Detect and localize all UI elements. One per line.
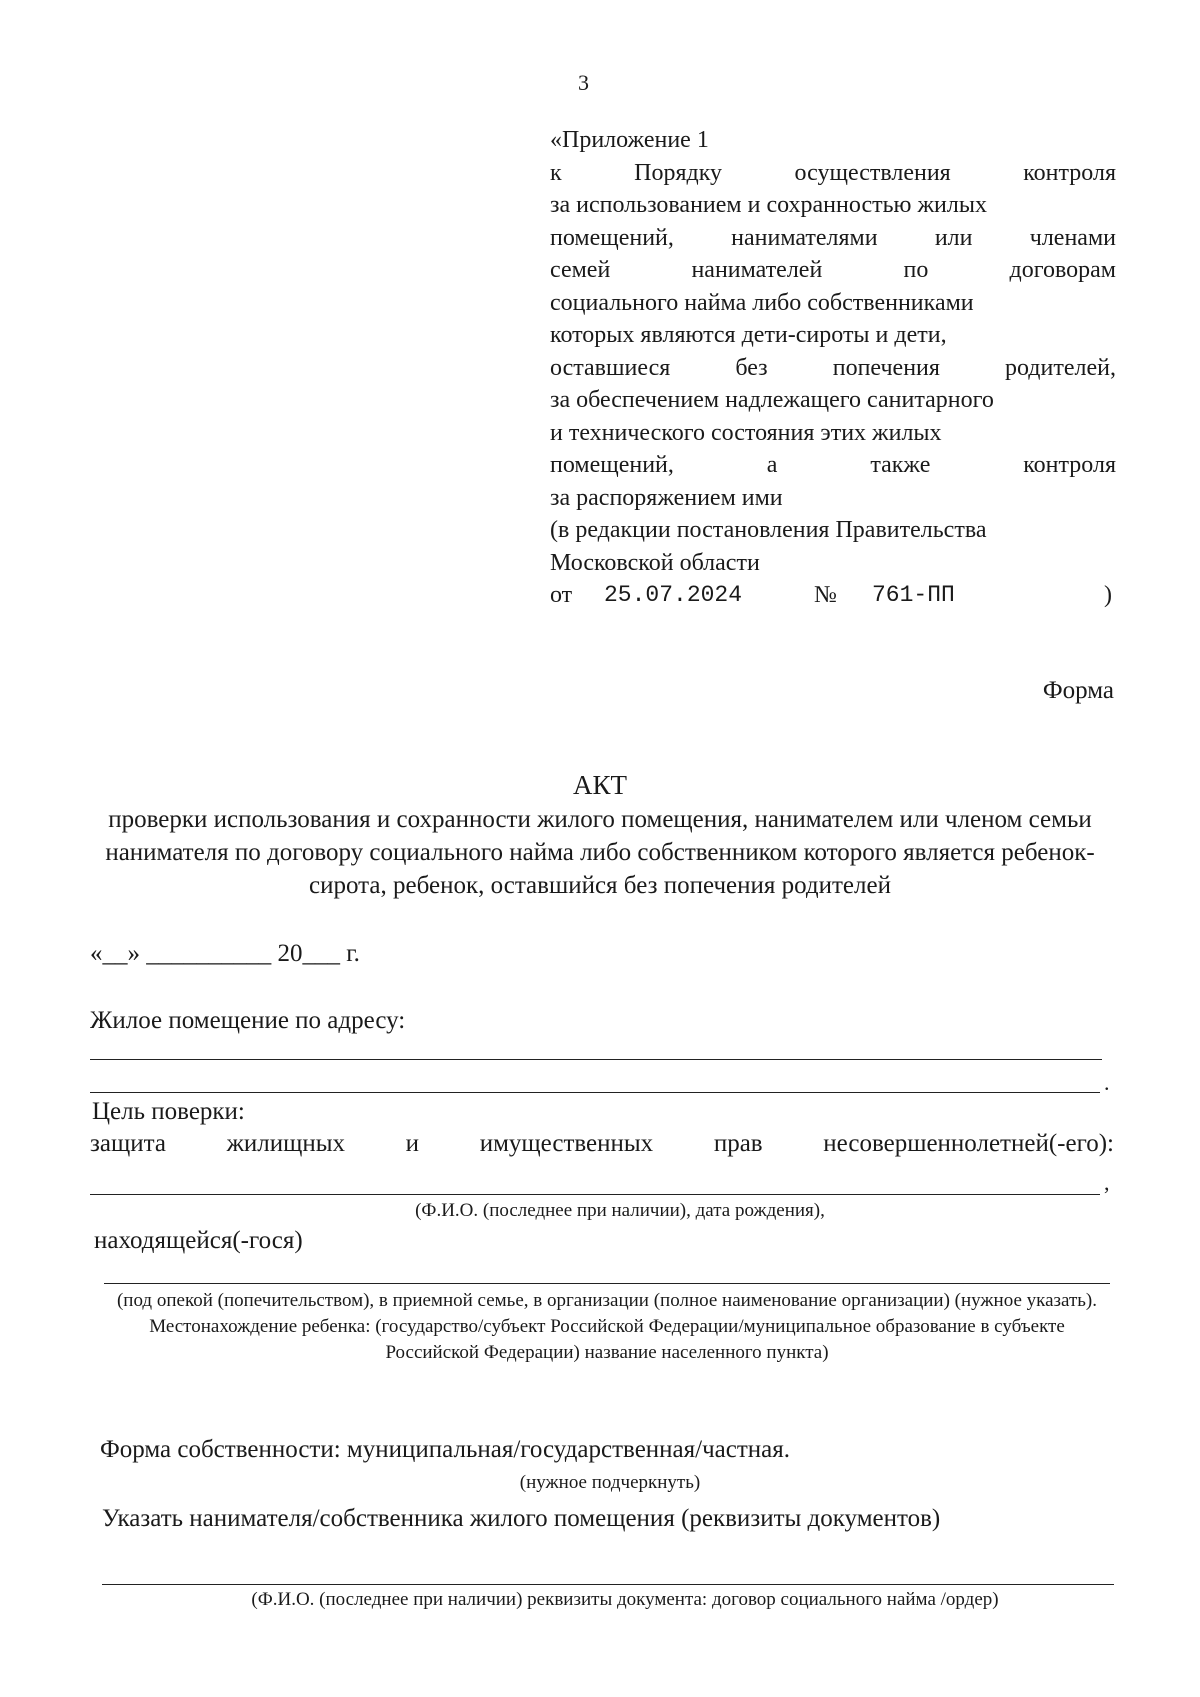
decree-line <box>550 579 1116 613</box>
appendix-line: за использованием и сохранностью жилых <box>550 192 987 218</box>
appendix-line: оставшиеся без попечения родителей, <box>550 354 1116 381</box>
purpose-label: Цель поверки: <box>92 1098 245 1125</box>
form-label: Форма <box>1042 677 1114 704</box>
address-period: . <box>1104 1070 1110 1095</box>
located-label: находящейся(-гося) <box>94 1227 303 1254</box>
address-line-1 <box>90 1059 1102 1060</box>
appendix-line: помещений, нанимателями или членами <box>550 224 1116 251</box>
appendix-line: за обеспечением надлежащего санитарного <box>550 387 994 413</box>
appendix-line: «Приложение 1 <box>550 127 709 153</box>
page-number: 3 <box>578 70 589 95</box>
decree-close-paren: ) <box>1104 582 1112 608</box>
decree-from-label: от <box>550 582 573 608</box>
decree-date: 25.07.2024 <box>604 582 743 608</box>
appendix-line: (в редакции постановления Правительства <box>550 517 987 543</box>
appendix-line: помещений, а также контроля <box>550 452 1116 478</box>
address-line-2 <box>90 1092 1100 1093</box>
tenant-note: (Ф.И.О. (последнее при наличии) реквизиты документа: договор социального найма /ордер) <box>251 1589 999 1610</box>
appendix-line: Московской области <box>550 549 760 576</box>
fio-note: (Ф.И.О. (последнее при наличии), дата рождения), <box>415 1200 825 1221</box>
tenant-label: Указать нанимателя/собственника жилого помещения (реквизиты документов) <box>102 1505 941 1532</box>
document-subtitle: проверки использования и сохранности жилого помещения, нанимателем или членом семьи нанимателя по договору социального найма либо собственником которого является ребенок-сирота, ребенок, оставшийся без попечения родителей <box>105 806 1095 899</box>
child-name-line <box>90 1194 1100 1195</box>
appendix-line: социального найма либо собственниками <box>550 289 974 316</box>
act-date-line: «__» __________ 20___ г. <box>90 940 360 967</box>
appendix-line: семей нанимателей по договорам <box>550 257 1116 283</box>
underline-note: (нужное подчеркнуть) <box>519 1472 701 1493</box>
appendix-line: за распоряжением ими <box>550 484 783 511</box>
purpose-line: защита жилищных и имущественных прав несовершеннолетней(-его): <box>90 1130 1114 1157</box>
appendix-line: к Порядку осуществления контроля <box>550 159 1116 186</box>
child-line-comma: , <box>1104 1170 1110 1195</box>
placement-note: (под опекой (попечительством), в приемной семье, в организации (полное наименование организации) (нужное указать). Местонахождение ребенка: (государство/субъект Российской Федерации/муниципальное образование в субъекте Российской Федерации) название населенного пункта) <box>116 1290 1098 1363</box>
address-label: Жилое помещение по адресу: <box>90 1007 406 1034</box>
appendix-header <box>550 124 1116 613</box>
appendix-line: которых являются дети-сироты и дети, <box>550 322 947 348</box>
document-title: АКТ <box>573 770 627 800</box>
appendix-line: и технического состояния этих жилых <box>550 419 942 446</box>
tenant-line <box>102 1584 1114 1585</box>
location-line <box>104 1283 1110 1284</box>
decree-number-label: № <box>814 582 837 608</box>
ownership-form: Форма собственности: муниципальная/государственная/частная. <box>100 1436 791 1463</box>
decree-number: 761-ПП <box>872 582 955 608</box>
